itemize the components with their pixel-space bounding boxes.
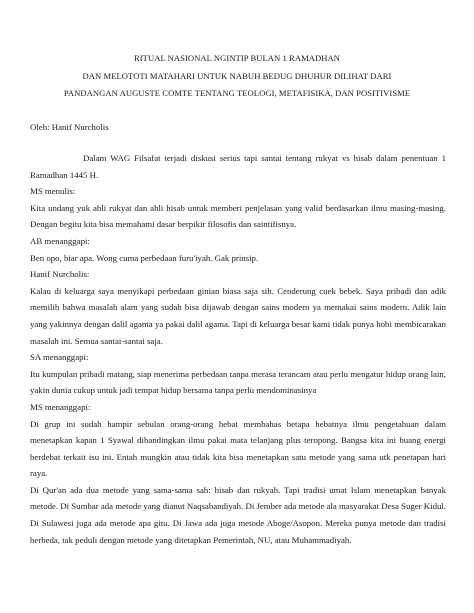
paragraph: Di Qur'an ada dua metode yang sama-sama sah: hisab dan rukyah. Tapi tradisi umat Islam menetapkan banyak metode. Di Sumbar ada metode yang dianut Naqsabandiyah. Di Jember ada metode ala masyarakat Desa Suger Kidul. Di Sulawesi juga ada metode apa gitu. Di Jawa ada juga metode Aboge/Asopon. Mereka punya metode dan tradisi berbeda, tak peduli dengan metode yang ditetapkan Pemerintah, NU, atau Muhammadiyah.	[30, 484, 447, 545]
author-line: Oleh: Hanif Nurcholis	[30, 122, 109, 132]
title-line-2: DAN MELOTOTI MATAHARI UNTUK NABUH BEDUG DHUHUR DILIHAT DARI	[82, 70, 392, 81]
paragraph: Ben opo, biar apa. Wong cuma perbedaan furu'iyah. Gak prinsip.	[30, 252, 259, 263]
speaker-label: AB menanggapi:	[30, 235, 90, 246]
speaker-label: MS menulis:	[30, 186, 76, 197]
title-line-1: RITUAL NASIONAL NGINTIP BULAN 1 RAMADHAN	[133, 53, 341, 63]
paragraph: Itu kumpulan pribadi matang, siap menerima perbedaan tanpa merasa terancam atau perlu mengatur hidup orang lain, yakin dunia cukup untuk jadi tempat hidup bersama tanpa perlu mendominasinya	[30, 368, 446, 396]
document-body	[30, 150, 446, 548]
speaker-label: MS menanggapi:	[30, 401, 91, 412]
document-title	[30, 50, 444, 103]
paragraph: Kalau di keluarga saya menyikapi perbedaan ginian biasa saja sih. Cenderung cuek bebek. Saya pribadi dan adik memilih bahwa masalah alam yang sudah bisa dijawab dengan sains modern ya memakai sains modern. Adik lain yang yakinnya dengan dalil agama ya pakai dalil agama. Tapi di keluarga besar kami tidak punya hobi membicarakan masalah ini. Semua santai-santai saja.	[30, 285, 446, 346]
paragraph: Kita undang yuk ahli rukyat dan ahli hisab untuk memberi penjelasan yang valid berdasarkan ilmu masing-masing. Dengan begitu kita bisa memahami dasar berpikir filosofis dan saintifisnya.	[30, 202, 446, 230]
speaker-label: SA menanggapi:	[30, 352, 89, 363]
speaker-label: Hanif Nurcholis:	[30, 269, 90, 280]
paragraph-intro: Dalam WAG Filsafat terjadi diskusi serius tapi santai tentang rukyat vs hisab dalam penentuan 1 Ramadhan 1445 H.	[30, 153, 446, 180]
title-line-3: PANDANGAN AUGUSTE COMTE TENTANG TEOLOGI, METAFISIKA, DAN POSITIVISME	[63, 88, 411, 98]
paragraph: Di grup ini sudah hampir sebulan orang-orang hebat membahas betapa hebatnya ilmu pengetahuan dalam menetapkan kapan 1 Syawal dibandingkan ilmu pakai mata telanjang plus teropong. Bangsa kita ini buang energi berdebat terkait isu ini. Entah mungkin atau tidak kita bisa menetapkan satu metode yang sama utk penetapan hari raya.	[30, 418, 446, 479]
